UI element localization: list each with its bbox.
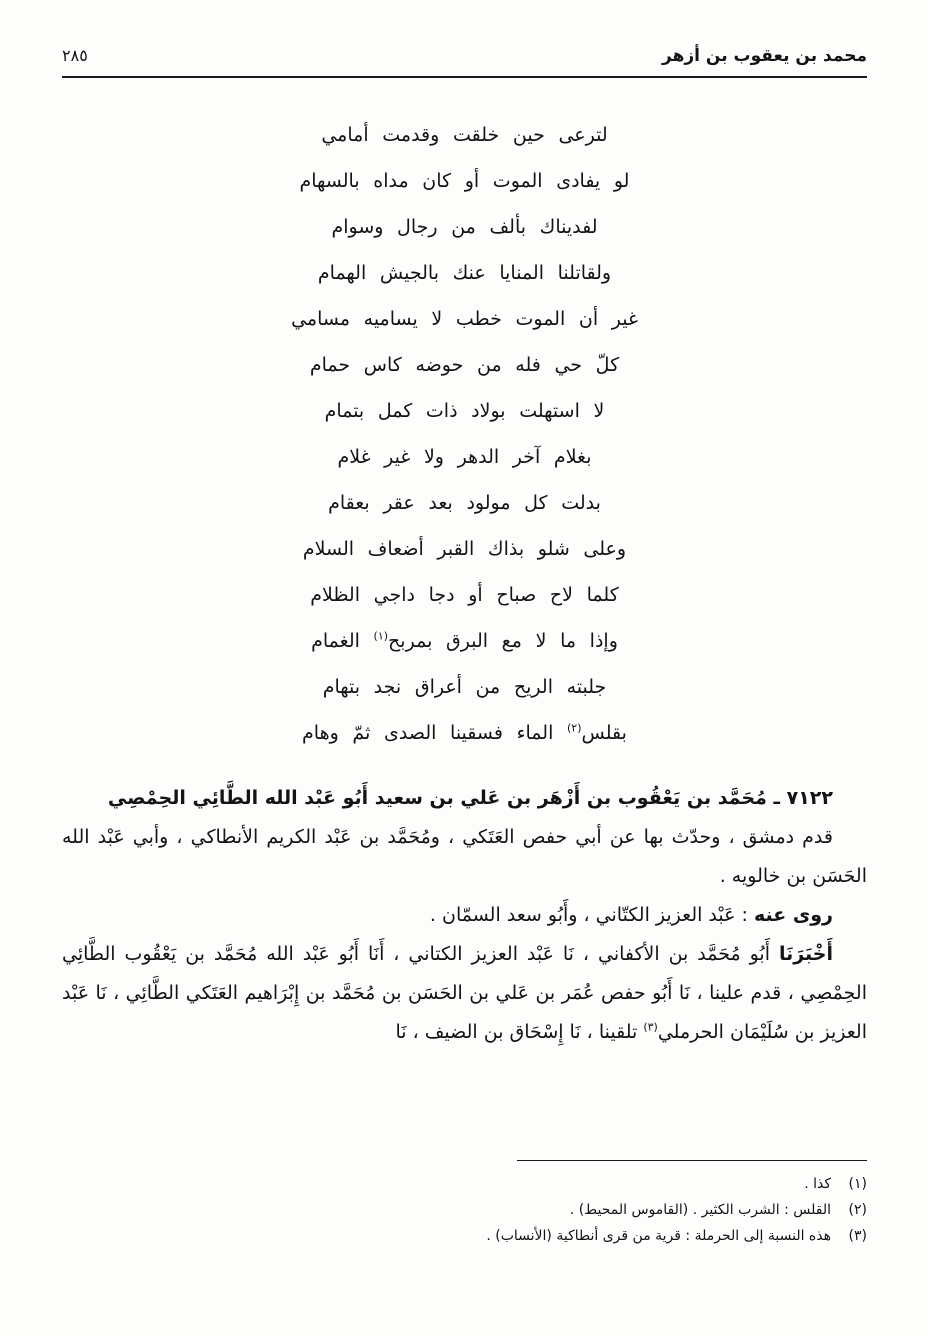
- poem-line: [62, 250, 867, 296]
- narrators-text: : عَبْد العزيز الكتّاني ، وأَبُو سعد السمّان .: [429, 904, 754, 926]
- poem-line: [62, 572, 867, 618]
- verse-text: لو يفادى الموت أو كان مداه بالسهام: [299, 170, 630, 192]
- narrators-paragraph: [62, 896, 867, 935]
- isnad-label: أَخْبَرَنَا: [778, 943, 833, 965]
- verse-text: لفديناك بألف من رجال وسوام: [331, 216, 598, 238]
- running-head-title: محمد بن يعقوب بن أزهر: [662, 46, 867, 66]
- page-number: ٢٨٥: [62, 46, 88, 65]
- footnote-number: (٣): [848, 1228, 867, 1244]
- header-rule: [62, 76, 867, 78]
- poem-line: [62, 618, 867, 664]
- verse-text: كلما لاح صباح أو دجا داجي الظلام: [310, 584, 619, 606]
- verse-text: جلبته الريح من أعراق نجد بتهام: [322, 676, 607, 698]
- verse-text: بدلت كل مولود بعد عقر بعقام: [328, 492, 601, 514]
- poem-block: [62, 112, 867, 756]
- footnote-marker: (١): [373, 629, 389, 643]
- footnote-item: [62, 1223, 867, 1249]
- page-header: [62, 46, 867, 66]
- verse-text: ولقاتلنا المنايا عنك بالجيش الهمام: [317, 262, 612, 284]
- poem-line: [62, 112, 867, 158]
- verse-text: وعلى شلو بذاك القبر أضعاف السلام: [302, 538, 627, 560]
- isnad-paragraph: [62, 935, 867, 1052]
- verse-text: غير أن الموت خطب لا يساميه مسامي: [291, 308, 638, 330]
- footnote-marker: (٣): [643, 1020, 658, 1034]
- bio-paragraph: قدم دمشق ، وحدّث بها عن أبي حفص العَتَكي ، ومُحَمَّد بن عَبْد الكريم الأنطاكي ، وأبي عَبْد الله الحَسَن بن خالويه .: [62, 826, 867, 887]
- verse-text: لترعى حين خلقت وقدمت أمامي: [321, 124, 608, 146]
- verse-text: بقلس: [581, 722, 627, 744]
- verse-text: كلّ حي فله من حوضه كاس حمام: [309, 354, 620, 376]
- footnote-text: القلس : الشرب الكثير . (القاموس المحيط) .: [569, 1202, 831, 1218]
- poem-line: [62, 710, 867, 756]
- verse-text: الغمام: [311, 630, 374, 652]
- footnote-item: [62, 1197, 867, 1223]
- footnote-marker: (٢): [567, 721, 582, 735]
- poem-line: [62, 342, 867, 388]
- footnotes-separator: [517, 1160, 867, 1161]
- isnad-text: تلقينا ، نَا إِسْحَاق بن الضيف ، نَا: [395, 1021, 644, 1043]
- poem-line: [62, 204, 867, 250]
- poem-line: [62, 388, 867, 434]
- isnad-text: أَبُو مُحَمَّد بن الأكفاني ، نَا عَبْد العزيز الكتاني ، أَنَا أَبُو عَبْد الله مُحَمَّد بن يَعْقُوب الطَّائِي الحِمْصِي ، قدم علينا ، نَا أَبُو حفص عُمَر بن عَلي بن الحَسَن بن مُحَمَّد بن إِبْرَاهيم العَتَكي الطَّائِي ، نَا عَبْد العزيز بن سُلَيْمَان الحرملي: [62, 943, 867, 1043]
- narrators-label: روى عنه: [753, 904, 833, 926]
- entry-heading: ٧١٢٢ ـ مُحَمَّد بن يَعْقُوب بن أَزْهَر بن عَلي بن سعيد أَبُو عَبْد الله الطَّائِي الحِمْصِي: [107, 787, 833, 809]
- poem-line: [62, 480, 867, 526]
- verse-text: بغلام آخر الدهر ولا غير غلام: [337, 446, 592, 468]
- footnote-number: (٢): [848, 1202, 867, 1218]
- poem-line: [62, 664, 867, 710]
- footnote-item: [62, 1171, 867, 1197]
- poem-line: [62, 296, 867, 342]
- poem-line: [62, 526, 867, 572]
- footnote-number: (١): [848, 1176, 867, 1192]
- footnote-text: كذا .: [804, 1176, 831, 1192]
- footnotes-section: [62, 1160, 867, 1249]
- poem-line: [62, 434, 867, 480]
- poem-line: [62, 158, 867, 204]
- footnote-text: هذه النسبة إلى الحرملة : قرية من قرى أنطاكية (الأنساب) .: [486, 1228, 831, 1244]
- verse-text: وإذا ما لا مع البرق بمربح: [388, 630, 618, 652]
- verse-text: الماء فسقينا الصدى ثمّ وهام: [302, 722, 567, 744]
- verse-text: لا استهلت بولاد ذات كمل بتمام: [324, 400, 605, 422]
